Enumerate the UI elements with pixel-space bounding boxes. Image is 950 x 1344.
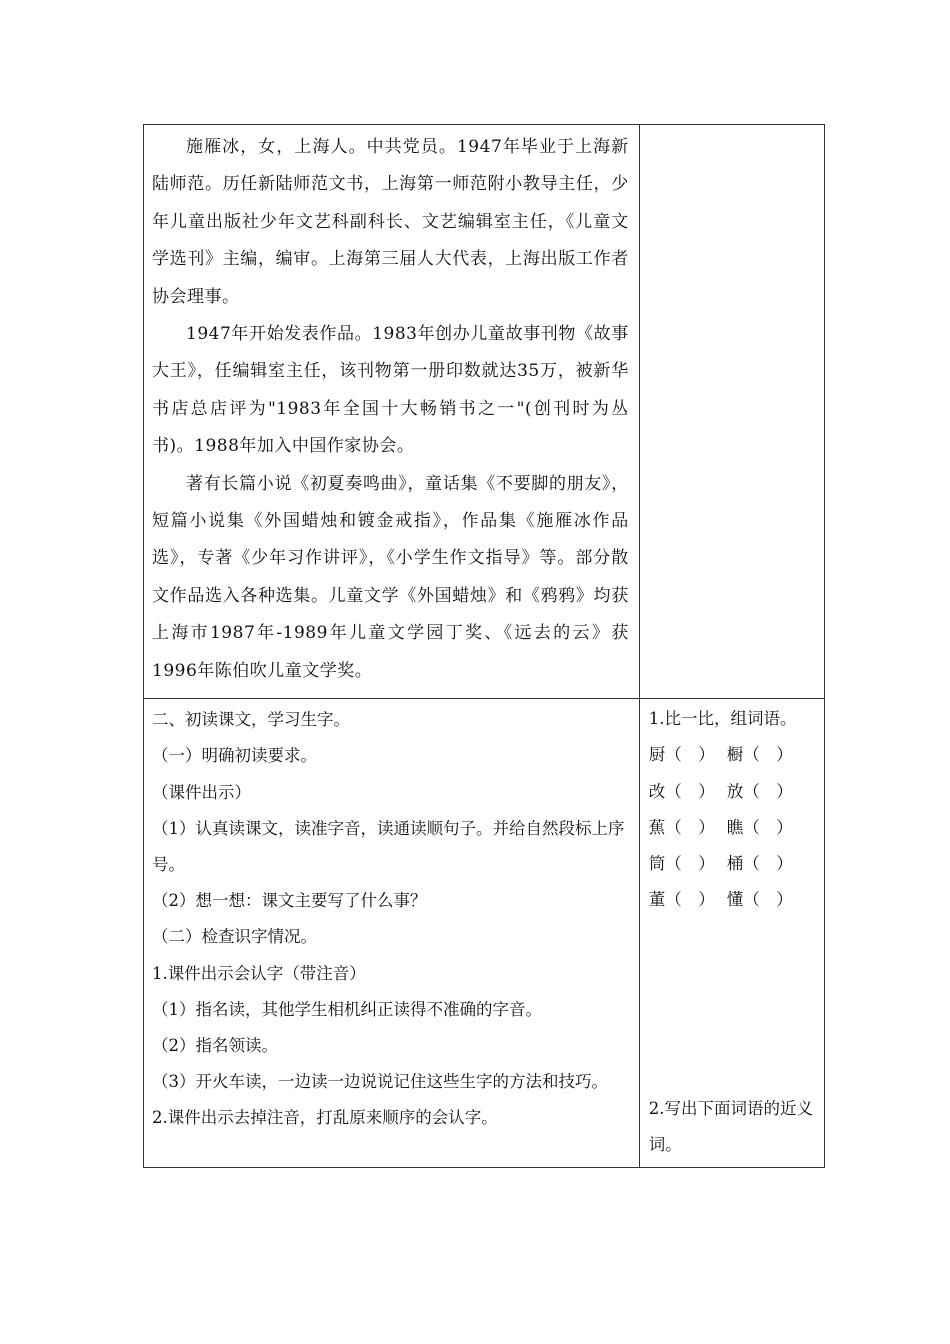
char-blank: 蕉（ ） [648,817,715,837]
char-blank: 董（ ） [648,890,715,910]
lesson-row [144,699,825,1168]
exercise-cell [639,699,824,1168]
exercise-compare [649,701,819,918]
lesson-line: （2）想一想：课文主要写了什么事？ [152,891,427,911]
exercise-synonyms [649,1091,819,1163]
char-pair-row [649,737,819,773]
lesson-line: （2）指名领读。 [152,1035,278,1055]
section-heading: 二、初读课文，学习生字。 [152,710,350,730]
char-blank: 筒（ ） [648,853,715,873]
lesson-line: 2.课件出示去掉注音，打乱原来顺序的会认字。 [152,1108,498,1128]
exercise-1-title: 1.比一比，组词语。 [648,709,797,729]
char-pair-row [649,846,819,882]
char-blank: 放（ ） [726,781,793,801]
char-blank: 桶（ ） [726,853,793,873]
char-pair-row [649,882,819,918]
char-blank: 橱（ ） [726,745,793,765]
lesson-line: （3）开火车读，一边读一边说说记住这些生字的方法和技巧。 [152,1072,608,1092]
char-pair-row [649,774,819,810]
bio-paragraph: 施雁冰，女，上海人。中共党员。1947年毕业于上海新陆师范。历任新陆师范文书，上海第一师范附小教导主任，少年儿童出版社少年文艺科副科长、文艺编辑室主任，《儿童文学选刊》主编，编审。上海第三届人大代表，上海出版工作者协会理事。 [152,137,629,307]
lesson-plan-table [143,124,825,1168]
char-blank: 瞧（ ） [726,817,793,837]
char-blank: 改（ ） [648,781,715,801]
subsection-heading: （一）明确初读要求。 [152,746,317,766]
author-bio-row [144,125,825,699]
lesson-line: （1）指名读，其他学生相机纠正读得不准确的字音。 [152,999,542,1019]
subsection-heading: （二）检查识字情况。 [152,927,317,947]
lesson-line: 1.课件出示会认字（带注音） [152,963,366,983]
side-notes-cell-empty [639,125,824,699]
lesson-line: （课件出示） [152,782,251,802]
char-blank: 厨（ ） [648,745,715,765]
lesson-steps-cell [144,699,640,1168]
bio-paragraph: 1947年开始发表作品。1983年创办儿童故事刊物《故事大王》，任编辑室主任，该刊物第一册印数就达35万，被新华书店总店评为"1983年全国十大畅销书之一"(创刊时为丛书)。1988年加入中国作家协会。 [152,324,629,457]
author-bio-cell [144,125,640,699]
char-pair-row [649,810,819,846]
lesson-line: （1）认真读课文，读准字音，读通读顺句子。并给自然段标上序号。 [152,818,625,874]
char-blank: 懂（ ） [726,890,793,910]
exercise-2-title: 2.写出下面词语的近义词。 [648,1099,813,1155]
bio-paragraph: 著有长篇小说《初夏奏鸣曲》，童话集《不要脚的朋友》，短篇小说集《外国蜡烛和镀金戒指》，作品集《施雁冰作品选》，专著《少年习作讲评》，《小学生作文指导》等。部分散文作品选入各种选集。儿童文学《外国蜡烛》和《鸦鸦》均获上海市1987年-1989年儿童文学园丁奖、《远去的云》获1996年陈伯吹儿童文学奖。 [152,473,629,681]
